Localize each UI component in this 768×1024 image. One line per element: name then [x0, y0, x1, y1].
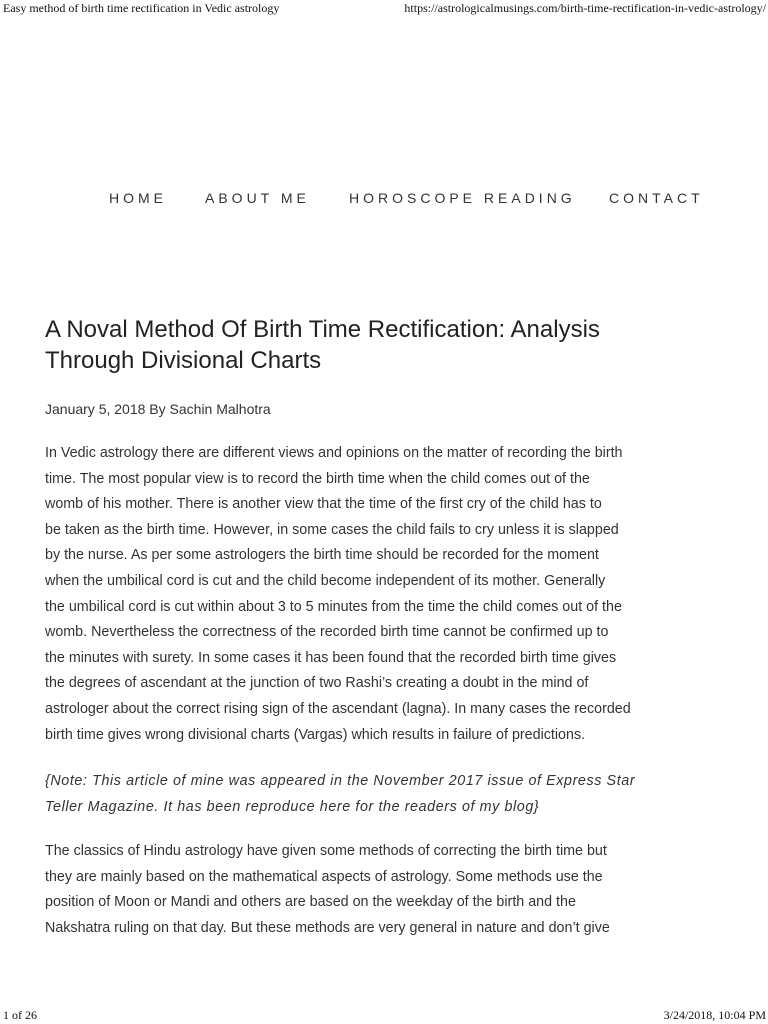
article-title-line-2: Through Divisional Charts — [45, 347, 322, 374]
paragraph-line: womb of his mother. There is another view that the time of the first cry of the child has to — [45, 496, 602, 513]
paragraph-line: womb. Nevertheless the correctness of the recorded birth time cannot be confirmed up to — [45, 624, 609, 641]
main-navigation — [0, 190, 768, 212]
paragraph-line: the minutes with surety. In some cases it has been found that the recorded birth time gives — [45, 649, 617, 666]
nav-contact-link[interactable]: CONTACT — [609, 190, 704, 206]
intro-paragraph — [45, 441, 715, 748]
print-header-title: Easy method of birth time rectification in Vedic astrology — [3, 1, 280, 15]
paragraph-line: the umbilical cord is cut within about 3 to 5 minutes from the time the child comes out of the — [45, 598, 622, 615]
paragraph-line: astrologer about the correct rising sign of the ascendant (lagna). In many cases the recorded — [45, 700, 631, 717]
note-line: Teller Magazine. It has been reproduce here for the readers of my blog} — [45, 799, 540, 816]
paragraph-line: the degrees of ascendant at the junction of two Rashi’s creating a doubt in the mind of — [45, 675, 589, 692]
article-date[interactable]: January 5, 2018 — [45, 401, 146, 417]
paragraph-line: Nakshatra ruling on that day. But these methods are very general in nature and don’t give — [45, 919, 610, 936]
paragraph-line: In Vedic astrology there are different views and opinions on the matter of recording the birth — [45, 445, 623, 461]
paragraph-line: birth time gives wrong divisional charts (Vargas) which results in failure of predictions. — [45, 726, 586, 743]
paragraph-line: by the nurse. As per some astrologers the birth time should be recorded for the moment — [45, 547, 599, 564]
article-author[interactable]: Sachin Malhotra — [169, 401, 271, 417]
print-footer-datetime: 3/24/2018, 10:04 PM — [663, 1008, 766, 1022]
print-header — [0, 1, 768, 17]
print-footer-page-count: 1 of 26 — [3, 1008, 37, 1022]
article-title — [45, 314, 715, 376]
second-paragraph — [45, 839, 715, 941]
article — [45, 314, 715, 942]
paragraph-line: when the umbilical cord is cut and the child become independent of its mother. Generally — [45, 572, 606, 589]
paragraph-line: position of Moon or Mandi and others are based on the weekday of the birth and the — [45, 894, 576, 911]
article-meta — [45, 399, 715, 419]
article-byline-by: By — [149, 401, 166, 417]
paragraph-line: they are mainly based on the mathematical aspects of astrology. Some methods use the — [45, 868, 603, 885]
article-title-line-1: A Noval Method Of Birth Time Rectification: Analysis — [45, 316, 600, 343]
paragraph-line: be taken as the birth time. However, in some cases the child fails to cry unless it is slapped — [45, 521, 619, 538]
note-line: {Note: This article of mine was appeared in the November 2017 issue of Express Star — [45, 773, 636, 790]
editor-note — [45, 768, 715, 820]
nav-about-me-link[interactable]: ABOUT ME — [205, 190, 310, 206]
print-footer — [0, 1008, 768, 1024]
paragraph-line: The classics of Hindu astrology have given some methods of correcting the birth time but — [45, 843, 607, 860]
nav-home-link[interactable]: HOME — [109, 190, 167, 206]
nav-horoscope-reading-link[interactable]: HOROSCOPE READING — [349, 190, 576, 206]
print-header-url: https://astrologicalmusings.com/birth-time-rectification-in-vedic-astrology/ — [404, 1, 766, 15]
paragraph-line: time. The most popular view is to record the birth time when the child comes out of the — [45, 470, 590, 487]
